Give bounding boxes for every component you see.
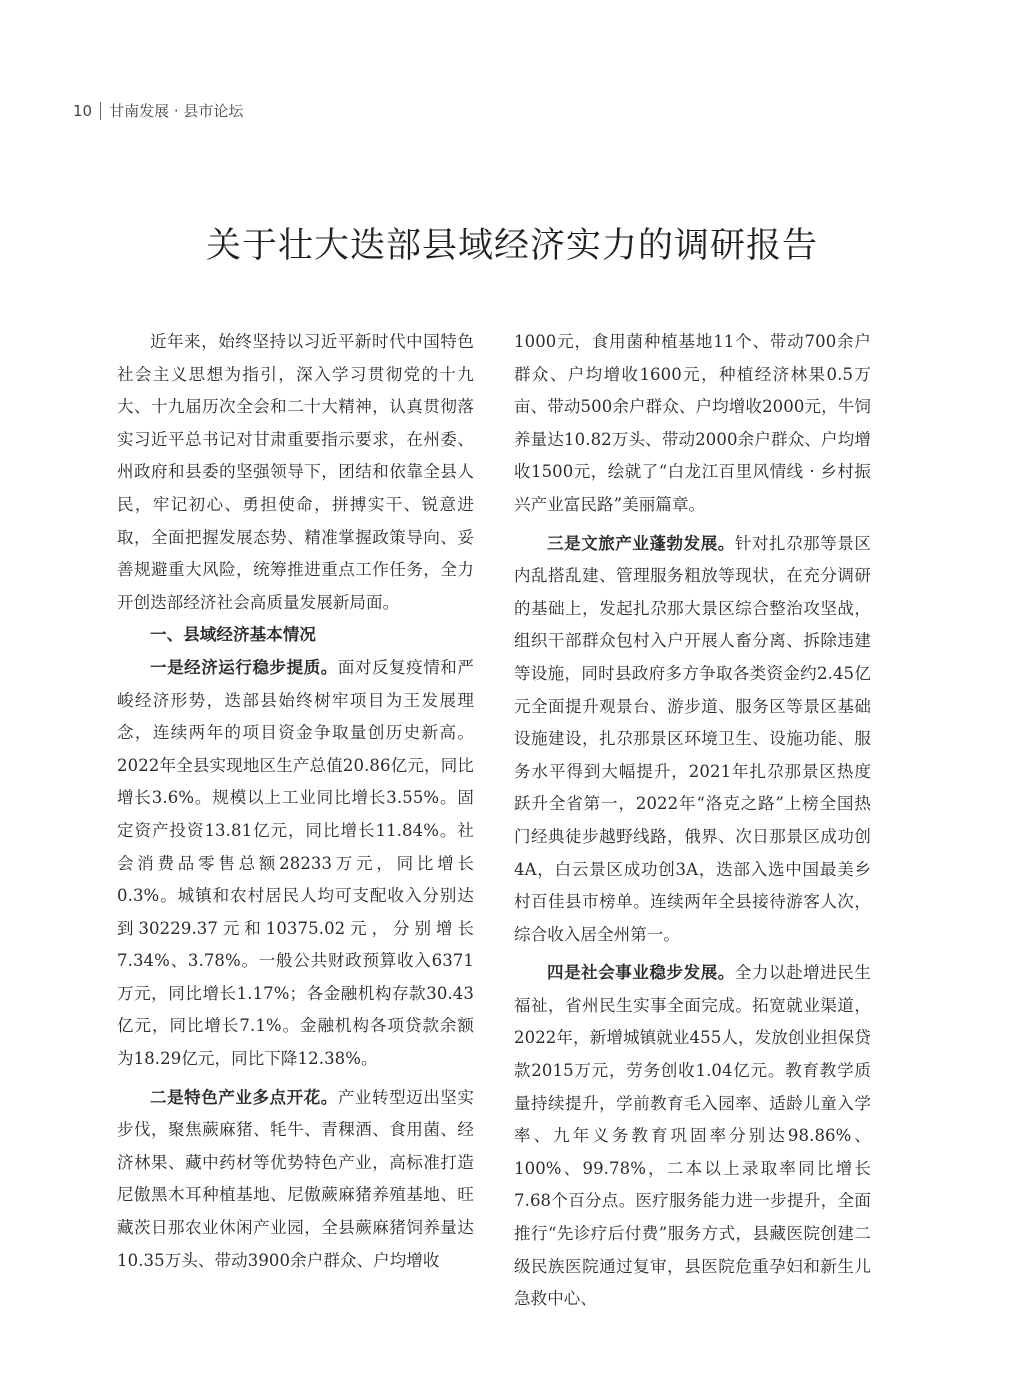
- paragraph-industry: [117, 1082, 474, 1278]
- paragraph-body: 针对扎尕那等景区内乱搭乱建、管理服务粗放等现状，在充分调研的基础上，发起扎尕那大景区综合整治攻坚战，组织干部群众包村入户开展人畜分离、拆除违建等设施，同时县政府多方争取各类资金约2.45亿元全面提升观景台、游步道、服务区等景区基础设施建设，扎尕那景区环境卫生、设施功能、服务水平得到大幅提升，2021年扎尕那景区热度跃升全省第一，2022年“洛克之路”上榜全国热门经典徒步越野线路，俄界、次日那景区成功创4A，白云景区成功创3A，迭部入选中国最美乡村百佳县市榜单。连续两年全县接待游客人次，综合收入居全州第一。: [514, 533, 871, 944]
- left-column: [117, 326, 474, 1277]
- paragraph-body: 全力以赴增进民生福祉，省州民生实事全面完成。拓宽就业渠道，2022年，新增城镇就业455人，发放创业担保贷款2015万元，劳务创收1.04亿元。教育教学质量持续提升，学前教育毛入园率、适龄儿童入学率、九年义务教育巩固率分别达98.86%、100%、99.78%，二本以上录取率同比增长7.68个百分点。医疗服务能力进一步提升，全面推行“先诊疗后付费”服务方式，县藏医院创建二级民族医院通过复审，县医院危重孕妇和新生儿急救中心、: [514, 963, 871, 1309]
- paragraph-continued: 1000元，食用菌种植基地11个、带动700余户群众、户均增收1600元，种植经济林果0.5万亩、带动500余户群众、户均增收2000元，牛饲养量达10.82万头、带动2000余户群众、户均增收1500元，绘就了“白龙江百里风情线 · 乡村振兴产业富民路”美丽篇章。: [514, 332, 871, 514]
- intro-paragraph: 近年来，始终坚持以习近平新时代中国特色社会主义思想为指引，深入学习贯彻党的十九大、十九届历次全会和二十大精神，认真贯彻落实习近平总书记对甘肃重要指示要求，在州委、州政府和县委的坚强领导下，团结和依靠全县人民，牢记初心、勇担使命，拼搏实干、锐意进取，全面把握发展态势、精准掌握政策导向、妥善规避重大风险，统筹推进重点工作任务，全力开创迭部经济社会高质量发展新局面。: [117, 332, 474, 612]
- paragraph-body: 面对反复疫情和严峻经济形势，迭部县始终树牢项目为王发展理念，连续两年的项目资金争取量创历史新高。2022年全县实现地区生产总值20.86亿元，同比增长3.6%。规模以上工业同比增长3.55%。固定资产投资13.81亿元，同比增长11.84%。社会消费品零售总额28233万元，同比增长0.3%。城镇和农村居民人均可支配收入分别达到30229.37元和10375.02元，分别增长7.34%、3.78%。一般公共财政预算收入6371万元，同比增长1.17%；各金融机构存款30.43亿元，同比增长7.1%。金融机构各项贷款余额为18.29亿元，同比下降12.38%。: [117, 657, 474, 1069]
- paragraph-tourism: [514, 528, 871, 952]
- paragraph-body: 产业转型迈出坚实步伐，聚焦蕨麻猪、牦牛、青稞酒、食用菌、经济林果、藏中药材等优势特色产业，高标准打造尼傲黑木耳种植基地、尼傲蕨麻猪养殖基地、旺藏茨日那农业休闲产业园，全县蕨麻猪饲养量达10.35万头、带动3900余户群众、户均增收: [117, 1087, 474, 1270]
- page-number: 10: [73, 101, 93, 120]
- paragraph-lead: 三是文旅产业蓬勃发展。: [547, 533, 735, 553]
- paragraph-lead: 一是经济运行稳步提质。: [150, 657, 338, 677]
- right-column: [514, 326, 871, 1316]
- header-divider: [100, 102, 101, 120]
- section-name: 甘南发展 · 县市论坛: [109, 102, 244, 120]
- paragraph-social: [514, 957, 871, 1316]
- section-heading: 一、县域经济基本情况: [150, 625, 316, 645]
- running-head: [73, 100, 243, 121]
- paragraph-lead: 二是特色产业多点开花。: [150, 1087, 338, 1107]
- article-title: 关于壮大迭部县域经济实力的调研报告: [205, 226, 818, 266]
- paragraph-lead: 四是社会事业稳步发展。: [547, 963, 735, 983]
- paragraph-economy: [117, 652, 474, 1076]
